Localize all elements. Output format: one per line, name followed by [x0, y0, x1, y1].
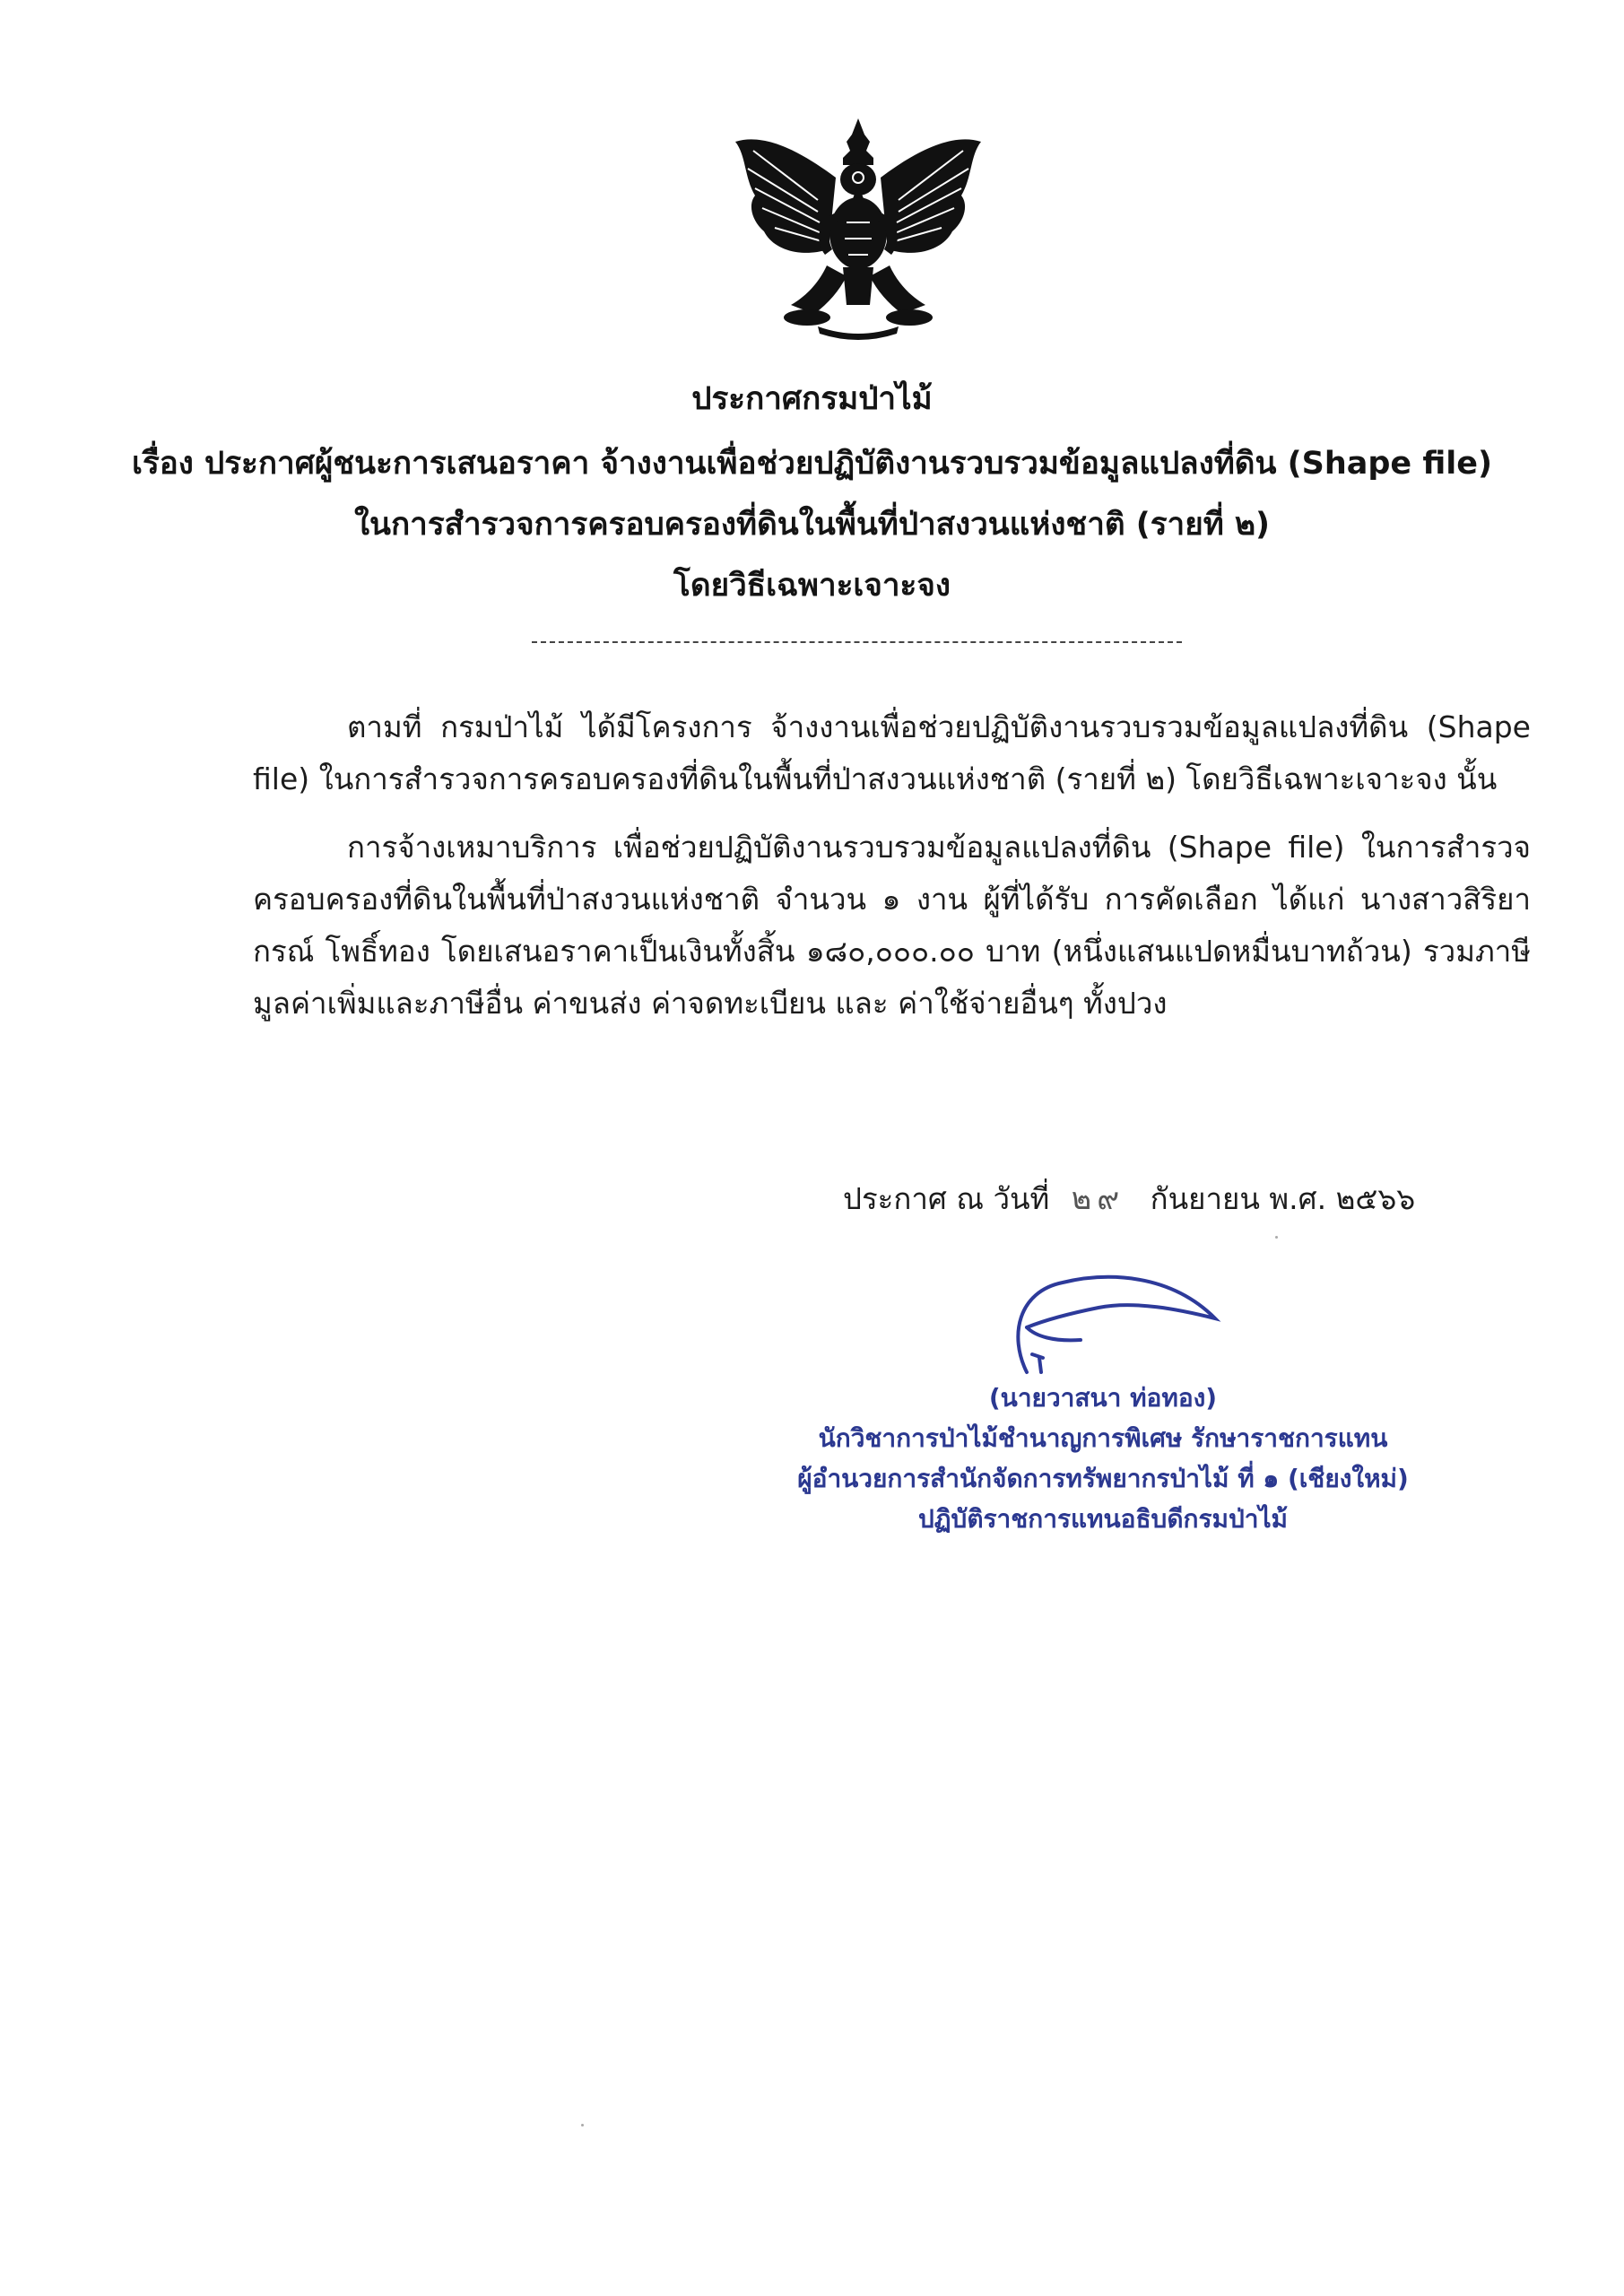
body-paragraph-2: การจ้างเหมาบริการ เพื่อช่วยปฏิบัติงานรวบรวมข้อมูลแปลงที่ดิน (Shape file) ในการสำรวจครอบครองที่ดินในพื้นที่ป่าสงวนแห่งชาติ จำนวน ๑ งาน ผู้ที่ได้รับ การคัดเลือก ได้แก่ นางสาวสิริยากรณ์ โพธิ์ทอง โดยเสนอราคาเป็นเงินทั้งสิ้น ๑๘๐,๐๐๐.๐๐ บาท (หนึ่งแสนแปดหมื่นบาทถ้วน) รวมภาษีมูลค่าเพิ่มและภาษีอื่น ค่าขนส่ง ค่าจดทะเบียน และ ค่าใช้จ่ายอื่นๆ ทั้งปวง — [253, 830, 1531, 1021]
date-month-year: กันยายน พ.ศ. ๒๕๖๖ — [1150, 1181, 1416, 1216]
date-day: ๒๙ — [1071, 1181, 1125, 1217]
announcement-date — [843, 1177, 1415, 1222]
date-prefix: ประกาศ ณ วันที่ — [843, 1181, 1050, 1216]
header-org: ประกาศกรมป่าไม้ — [691, 381, 933, 417]
signer-position-1: นักวิชาการป่าไม้ชำนาญการพิเศษ รักษาราชการแทน — [818, 1423, 1388, 1453]
body-paragraph-1: ตามที่ กรมป่าไม้ ได้มีโครงการ จ้างงานเพื่อช่วยปฏิบัติงานรวบรวมข้อมูลแปลงที่ดิน (Shape file) ในการสำรวจการครอบครองที่ดินในพื้นที่ป่าสงวนแห่งชาติ (รายที่ ๒) โดยวิธีเฉพาะเจาะจง นั้น — [253, 709, 1531, 796]
scan-speck — [581, 2124, 584, 2126]
scan-speck — [1275, 1236, 1278, 1239]
signer-name: (นายวาสนา ท่อทอง) — [988, 1383, 1218, 1413]
signer-position-3: ปฏิบัติราชการแทนอธิบดีกรมป่าไม้ — [917, 1504, 1288, 1534]
header-method: โดยวิธีเฉพาะเจาะจง — [673, 568, 951, 604]
header-subject-line2: ในการสำรวจการครอบครองที่ดินในพื้นที่ป่าสงวนแห่งชาติ (รายที่ ๒) — [353, 507, 1271, 543]
garuda-emblem-icon — [728, 115, 988, 341]
header-divider — [532, 641, 1182, 643]
signature-image — [1000, 1265, 1224, 1390]
header-subject: เรื่อง ประกาศผู้ชนะการเสนอราคา จ้างงานเพื่อช่วยปฏิบัติงานรวบรวมข้อมูลแปลงที่ดิน (Shape file) — [131, 446, 1493, 482]
signer-position-2: ผู้อำนวยการสำนักจัดการทรัพยากรป่าไม้ ที่ ๑ (เชียงใหม่) — [797, 1464, 1409, 1493]
